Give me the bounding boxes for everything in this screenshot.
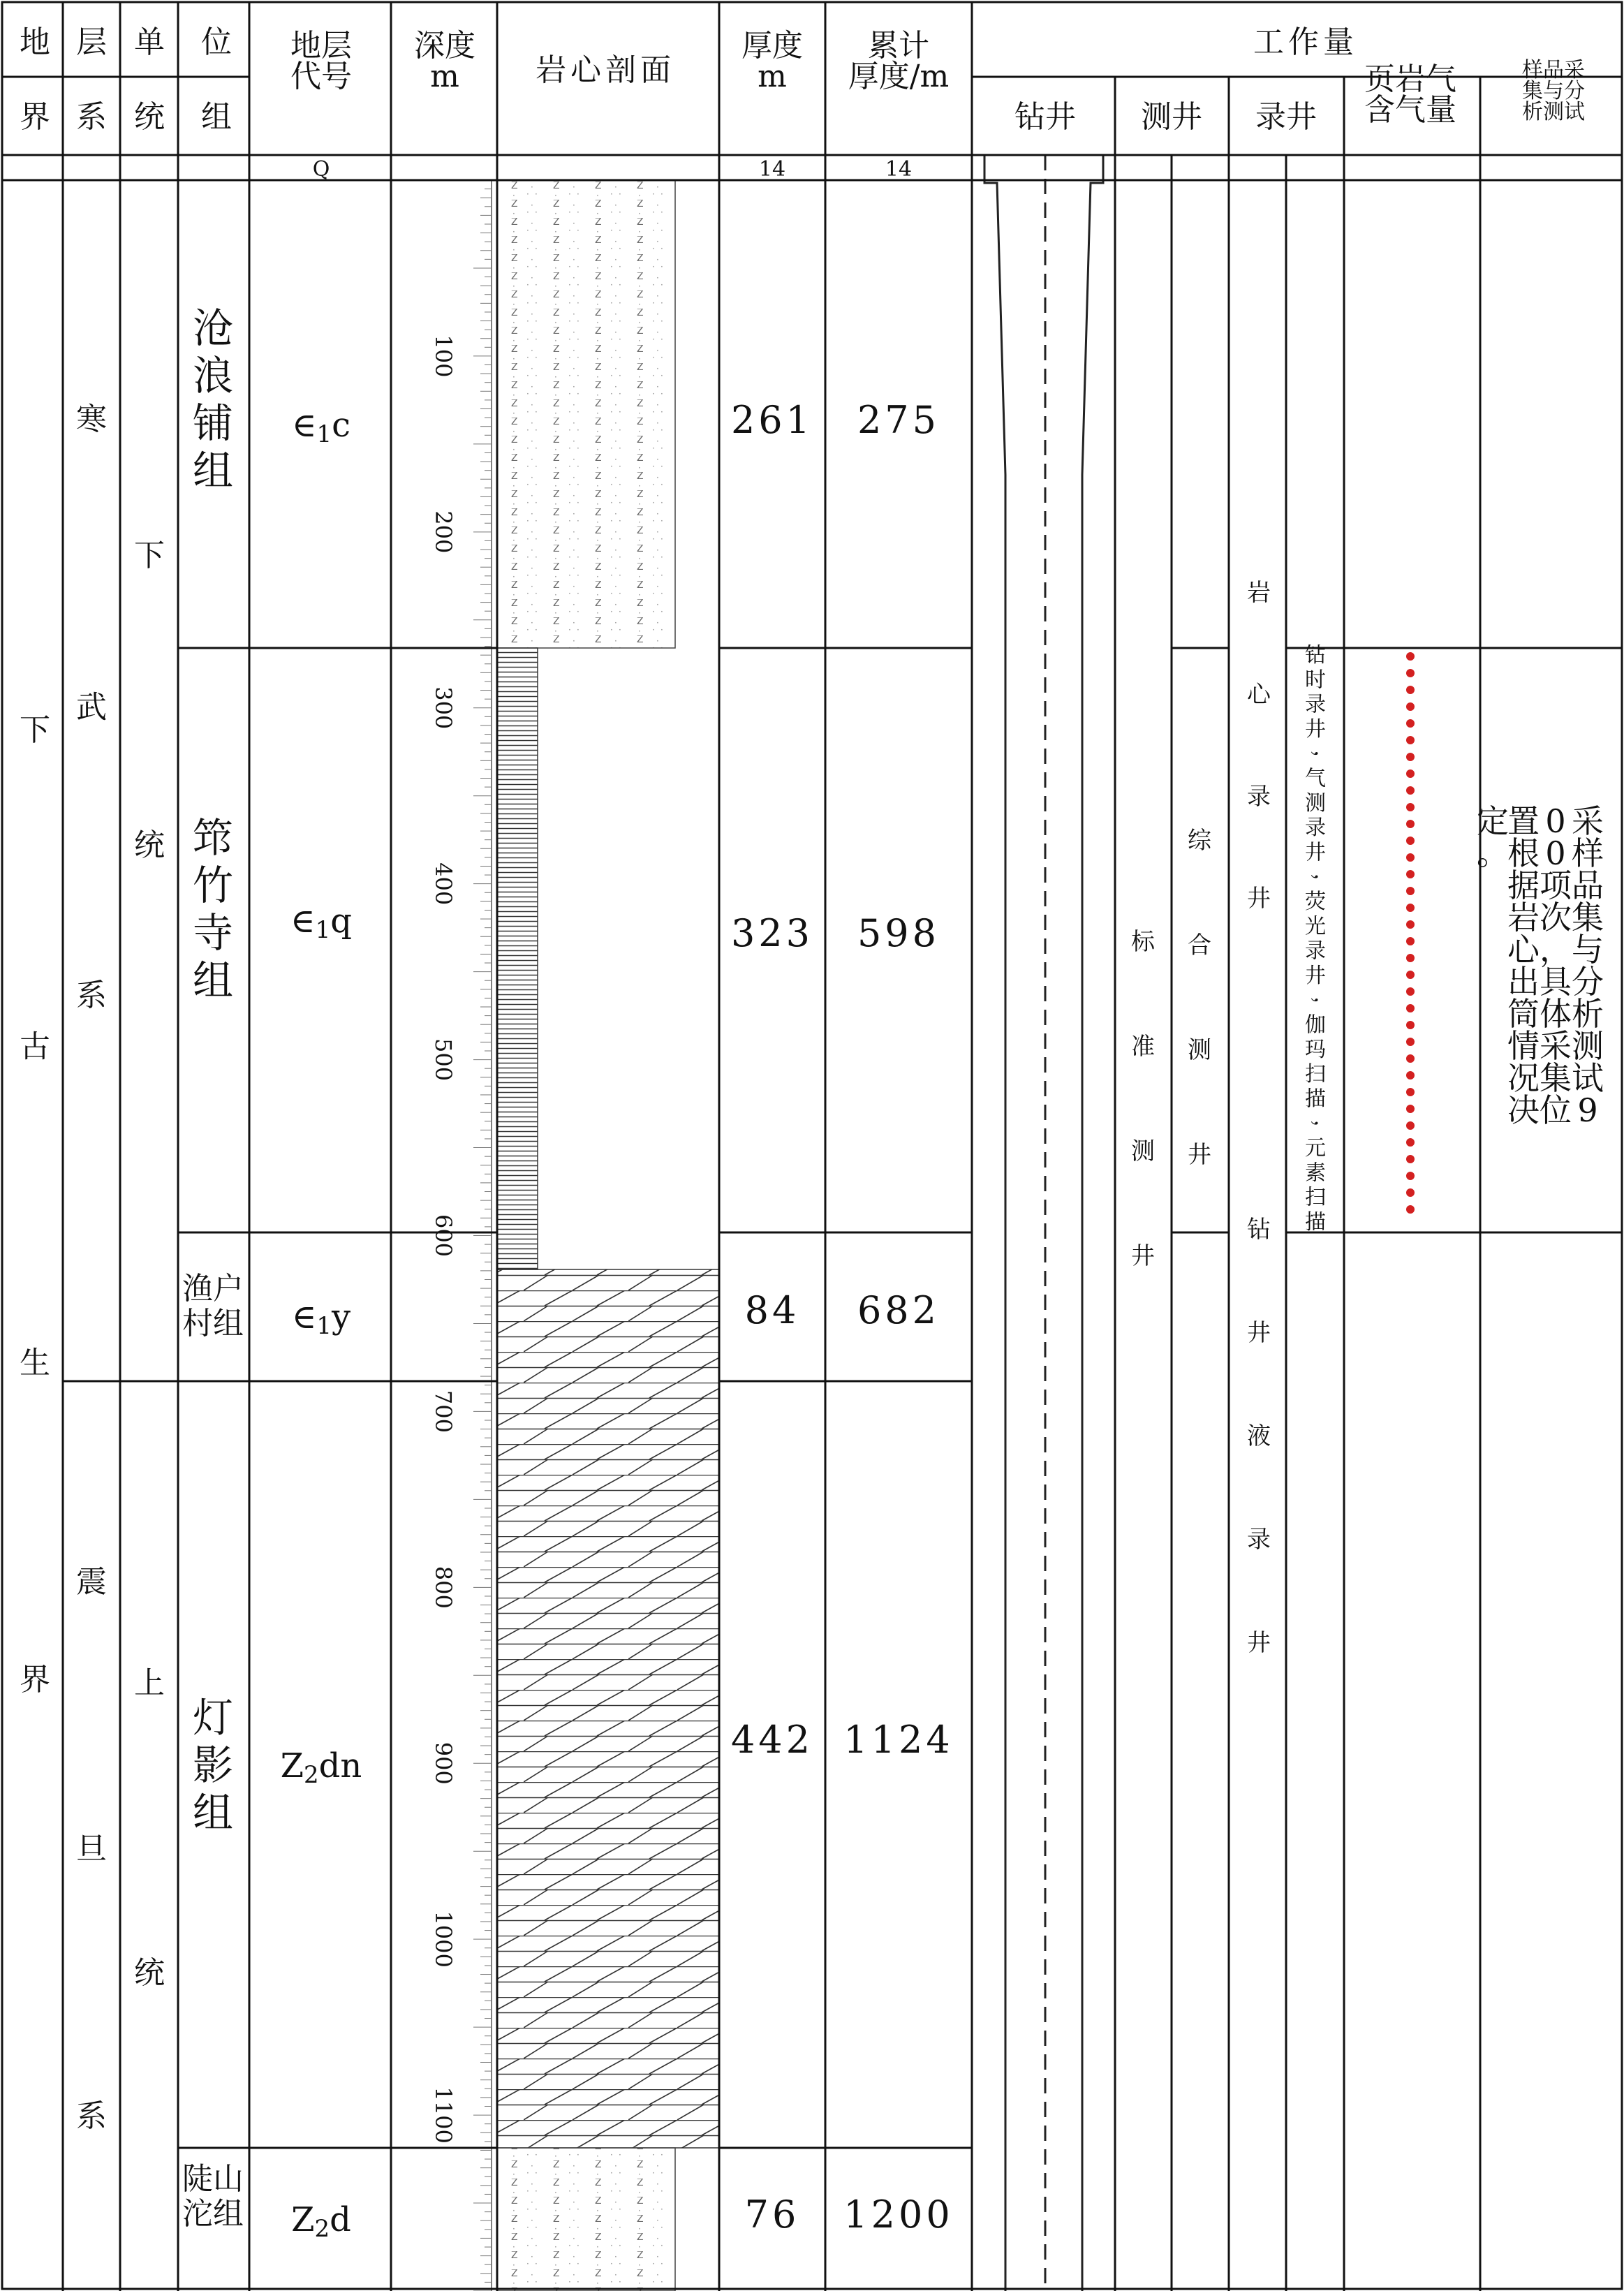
gas-dot xyxy=(1406,971,1415,979)
sample-note-char: 品 xyxy=(1572,867,1604,904)
gas-dot xyxy=(1406,887,1415,895)
lithology-shale xyxy=(497,648,538,1269)
gas-dot xyxy=(1406,702,1415,711)
formation-code: ∈1q xyxy=(290,901,352,944)
mudlog-detail-char: 井 xyxy=(1305,963,1326,988)
formation-name: 沧浪铺组 xyxy=(192,304,234,494)
sample-note-char: 心 xyxy=(1507,931,1540,968)
ser-text-char: 统 xyxy=(134,1955,165,1991)
lithology-dolomite xyxy=(497,1269,719,2148)
formation-codes xyxy=(281,406,362,2243)
sample-note-char: 集 xyxy=(1540,1059,1572,1097)
depth-tick-label: 1100 xyxy=(430,2086,457,2144)
gas-dot xyxy=(1406,820,1415,828)
gas-dot xyxy=(1406,987,1415,996)
gas-dot xyxy=(1406,1105,1415,1113)
sample-note-char: 岩 xyxy=(1507,899,1540,936)
era-text-char: 界 xyxy=(20,1662,50,1697)
cumulative-values xyxy=(843,398,953,2237)
mudlog-detail-char: 录 xyxy=(1305,692,1326,717)
depth-ruler xyxy=(473,180,492,2291)
quaternary-cumulative: 14 xyxy=(885,157,913,182)
gas-dot xyxy=(1406,1172,1415,1180)
gas-content-markers xyxy=(1406,652,1415,1214)
sample-note-char: 0 xyxy=(1545,802,1566,840)
header-dijie-top: 地 xyxy=(20,24,50,60)
formation-names xyxy=(182,304,244,2232)
gas-dot xyxy=(1406,686,1415,694)
mudlog-detail-char: 气 xyxy=(1305,766,1326,791)
mudlog-detail-char: 素 xyxy=(1305,1161,1326,1186)
fluid-mudlog-label: 钻井液录井 xyxy=(1247,1216,1271,1657)
sample-note-char: 采 xyxy=(1572,802,1604,840)
lithology-sandstone-lower xyxy=(497,2148,675,2291)
sample-note-char: 决 xyxy=(1507,1091,1540,1129)
quaternary-thickness: 14 xyxy=(758,157,786,182)
formation-name: 陡山沱组 xyxy=(182,2161,244,2232)
depth-tick-label: 700 xyxy=(430,1390,457,1433)
gas-dot xyxy=(1406,1138,1415,1147)
header-dan-bottom: 统 xyxy=(134,99,165,135)
lithology-sandstone-upper xyxy=(497,180,675,648)
gas-dot xyxy=(1406,1054,1415,1063)
depth-tick-label: 500 xyxy=(430,1038,457,1082)
depth-tick-label: 800 xyxy=(430,1566,457,1609)
gas-dot xyxy=(1406,652,1415,661)
depth-tick-label: 100 xyxy=(430,334,457,378)
formation-code: ∈1y xyxy=(291,1297,351,1340)
sys-text-char: 系 xyxy=(76,2098,107,2134)
mudlog-detail-char: 测 xyxy=(1305,790,1326,816)
mudlog-detail-char: 钻 xyxy=(1305,643,1326,668)
gas-dot xyxy=(1406,954,1415,962)
gas-dot xyxy=(1406,937,1415,945)
cumulative-value: 275 xyxy=(857,398,940,442)
sample-note-char: 置 xyxy=(1507,802,1540,840)
cumulative-value: 1124 xyxy=(843,1718,954,1762)
thickness-value: 76 xyxy=(744,2193,800,2237)
mudlog-detail-char: 扫 xyxy=(1305,1185,1326,1210)
quaternary-row xyxy=(313,157,912,182)
gas-dot xyxy=(1406,853,1415,862)
gas-dot xyxy=(1406,753,1415,761)
gas-dot xyxy=(1406,1071,1415,1080)
sample-note-char: 定 xyxy=(1477,802,1509,840)
series-labels xyxy=(134,538,165,1991)
sys-text-char: 震 xyxy=(76,1564,107,1600)
sample-note-char: 据 xyxy=(1507,867,1540,904)
sample-note-char: 采 xyxy=(1540,1027,1572,1065)
mudlog-detail-char: ， xyxy=(1310,996,1334,1018)
mudlog-detail-char: 井 xyxy=(1305,840,1326,865)
sys-text-char: 旦 xyxy=(76,1831,107,1867)
gas-dot xyxy=(1406,736,1415,744)
gas-dot xyxy=(1406,1004,1415,1012)
standard-logging-label: 标准测井 xyxy=(1131,928,1155,1270)
header-code: 地层代号 xyxy=(290,28,352,94)
system-labels xyxy=(76,402,107,2134)
header-sample: 样品采集与分析测试 xyxy=(1522,58,1585,124)
sample-note-char: 出 xyxy=(1507,963,1540,1001)
header-dan-top: 单 xyxy=(134,24,165,60)
core-profile xyxy=(497,180,719,2291)
header-logging: 测井 xyxy=(1141,99,1202,135)
mudlog-detail-char: ， xyxy=(1310,750,1334,772)
ser-text-char: 下 xyxy=(134,538,165,573)
mudlog-detail-char: 扫 xyxy=(1305,1062,1326,1087)
thickness-value: 442 xyxy=(730,1718,814,1762)
cumulative-value: 682 xyxy=(857,1288,940,1332)
sample-note-char: 与 xyxy=(1572,931,1604,968)
mudlog-detail-char: ， xyxy=(1310,873,1334,894)
header-gas: 页岩气含气量 xyxy=(1364,61,1456,128)
mudlog-detail-char: 录 xyxy=(1305,938,1326,964)
header-mudlog: 录井 xyxy=(1255,99,1317,135)
erathem-label xyxy=(20,712,50,1697)
well-casing-icon xyxy=(984,155,1103,2291)
formation-code: Z2dn xyxy=(280,1746,362,1789)
sample-note-char: 况 xyxy=(1507,1059,1540,1097)
mudlog-detail-char: 伽 xyxy=(1305,1012,1326,1038)
formation-name: 筇竹寺组 xyxy=(192,814,234,1004)
gas-dot xyxy=(1406,1205,1415,1214)
formation-name: 灯影组 xyxy=(192,1694,234,1836)
mudlog-detail-char: 光 xyxy=(1305,914,1326,939)
logging-labels xyxy=(1131,579,1272,1657)
thickness-value: 323 xyxy=(730,911,814,955)
era-text-char: 下 xyxy=(20,712,50,748)
quaternary-code: Q xyxy=(312,157,330,182)
gas-dot xyxy=(1406,904,1415,912)
sample-note-char: 0 xyxy=(1545,834,1566,872)
sample-note-char: 析 xyxy=(1572,995,1604,1033)
sample-note-char: 位 xyxy=(1540,1091,1572,1129)
sample-note-char: 根 xyxy=(1507,834,1540,872)
header-wei-bottom: 组 xyxy=(201,99,232,135)
thickness-value: 261 xyxy=(730,398,814,442)
header-dijie-bottom: 界 xyxy=(20,99,50,135)
mudlog-detail-char: ， xyxy=(1310,1119,1334,1141)
mudlog-detail-char: 描 xyxy=(1305,1210,1326,1235)
header-cumulative: 累计厚度/m xyxy=(848,28,950,94)
gas-dot xyxy=(1406,1038,1415,1046)
sample-note-char: 集 xyxy=(1572,899,1604,936)
sample-note-char: ， xyxy=(1540,931,1572,968)
header-profile: 岩心剖面 xyxy=(536,52,675,88)
sample-note-char: 筒 xyxy=(1507,995,1540,1033)
depth-tick-label: 900 xyxy=(430,1741,457,1785)
sample-note xyxy=(1477,802,1604,1129)
gas-dot xyxy=(1406,920,1415,929)
sample-note-char: 次 xyxy=(1540,899,1572,936)
thickness-values xyxy=(731,398,813,2237)
header-depth: 深度 m xyxy=(414,28,475,94)
sys-text-char: 武 xyxy=(76,689,107,725)
gas-dot xyxy=(1406,1188,1415,1197)
sample-note-char: 试 xyxy=(1572,1059,1604,1097)
sample-note-char: 项 xyxy=(1540,867,1572,904)
header-ceng-top: 层 xyxy=(76,24,107,60)
era-text-char: 古 xyxy=(20,1029,50,1065)
mudlog-detail-char: 荧 xyxy=(1305,890,1326,915)
mudlog-detail-char: 时 xyxy=(1305,668,1326,693)
gas-dot xyxy=(1406,669,1415,677)
sample-note-char: 样 xyxy=(1572,834,1604,872)
era-text-char: 生 xyxy=(20,1345,50,1381)
ser-text-char: 上 xyxy=(134,1665,165,1701)
depth-tick-label: 600 xyxy=(430,1214,457,1258)
thickness-value: 84 xyxy=(744,1288,800,1332)
composite-logging-label: 综合测井 xyxy=(1188,827,1211,1169)
depth-tick-label: 1000 xyxy=(430,1910,457,1968)
header-thickness: 厚度 m xyxy=(741,28,803,94)
sample-note-char: 。 xyxy=(1477,834,1509,872)
depth-tick-label: 200 xyxy=(430,510,457,554)
sample-note-char: 分 xyxy=(1572,963,1604,1001)
mudlog-detail-char: 井 xyxy=(1305,716,1326,742)
depth-scale xyxy=(430,334,457,2143)
header-ceng-bottom: 系 xyxy=(76,99,107,135)
sample-note-char: 9 xyxy=(1577,1091,1598,1129)
gas-dot xyxy=(1406,837,1415,845)
gas-dot xyxy=(1406,719,1415,728)
formation-name: 渔户村组 xyxy=(182,1271,244,1341)
header-drill: 钻井 xyxy=(1014,99,1076,135)
header-workload: 工作量 xyxy=(1253,24,1358,60)
sys-text-char: 寒 xyxy=(76,402,107,437)
gas-dot xyxy=(1406,786,1415,795)
gas-dot xyxy=(1406,803,1415,811)
sample-note-char: 体 xyxy=(1540,995,1572,1033)
mudlog-detail-char: 描 xyxy=(1305,1086,1326,1112)
formation-code: Z2d xyxy=(291,2200,351,2243)
formation-code: ∈1c xyxy=(291,406,351,448)
core-mudlog-label: 岩心录井 xyxy=(1247,579,1271,913)
mudlog-detail-char: 玛 xyxy=(1305,1037,1326,1062)
mudlog-detail-char: 录 xyxy=(1305,816,1326,841)
gas-dot xyxy=(1406,870,1415,878)
gas-dot xyxy=(1406,1155,1415,1163)
sample-note-char: 具 xyxy=(1540,963,1572,1001)
mudlog-detail-label xyxy=(1305,643,1334,1235)
gas-dot xyxy=(1406,1021,1415,1029)
cumulative-value: 1200 xyxy=(843,2193,954,2237)
gas-dot xyxy=(1406,1088,1415,1096)
gas-dot xyxy=(1406,1121,1415,1130)
ser-text-char: 统 xyxy=(134,827,165,863)
header xyxy=(20,24,1585,135)
mudlog-detail-char: 元 xyxy=(1305,1136,1326,1161)
table-grid xyxy=(2,2,1622,2291)
depth-tick-label: 300 xyxy=(430,686,457,730)
sys-text-char: 系 xyxy=(76,978,107,1013)
sample-note-char: 测 xyxy=(1572,1027,1604,1065)
header-wei-top: 位 xyxy=(201,24,232,60)
gas-dot xyxy=(1406,769,1415,778)
cumulative-value: 598 xyxy=(857,911,940,955)
depth-tick-label: 400 xyxy=(430,862,457,906)
sample-note-char: 情 xyxy=(1507,1027,1540,1065)
